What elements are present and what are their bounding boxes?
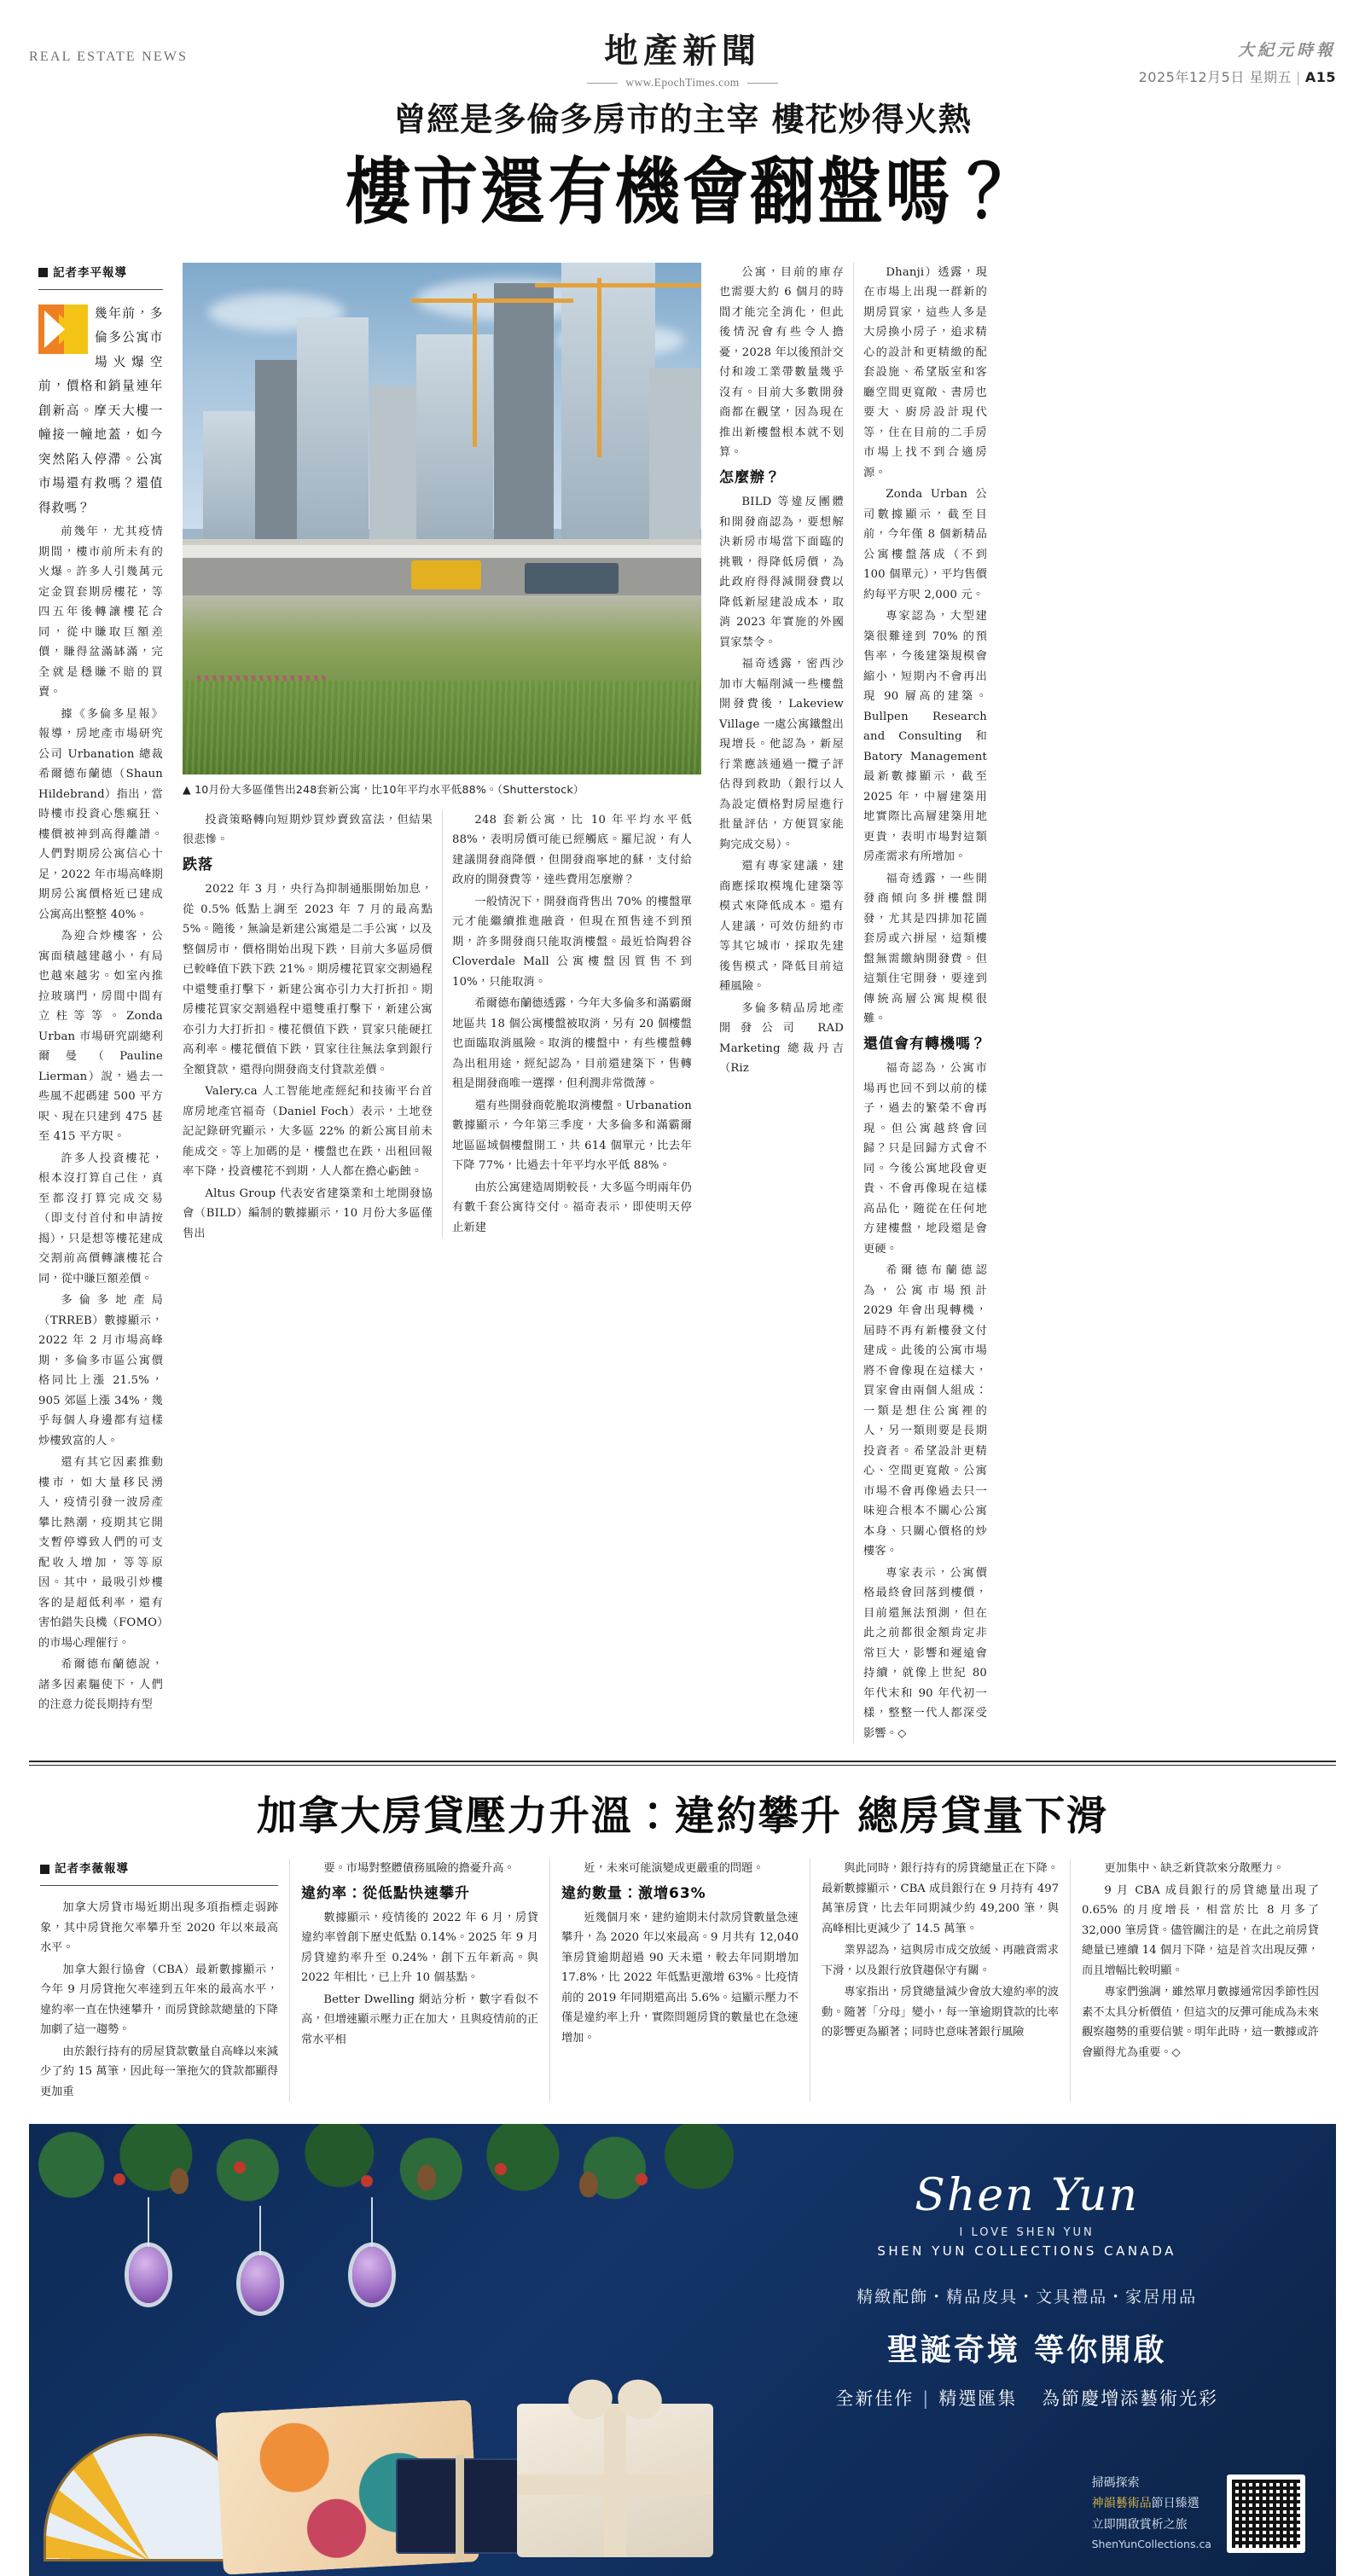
second-column-3: [549, 1859, 810, 2102]
byline-square-icon: [38, 268, 48, 277]
ad-subline-right: 為節慶增添藝術光彩: [1042, 2388, 1218, 2410]
lead-column-3: [442, 810, 701, 1239]
rule-right: [747, 83, 778, 84]
paragraph: 更加集中、缺乏新貸款來分散壓力。: [1104, 1862, 1285, 1876]
photo-crane-mast: [473, 293, 477, 447]
photo-building-under-construction: [494, 283, 554, 539]
photo-excavator: [411, 560, 481, 589]
paragraph: 投資策略轉向短期炒買炒賣致富法，但結果很悲慘。: [183, 813, 433, 847]
paragraph: 還有些開發商乾脆取消樓盤。Urbanation 數據顯示，今年第三季度，大多倫多和滿霸爾地區區域個樓盤開工，共 614 個單元，比去年下降 77%，比過去十年平均水平低 88%。: [452, 1099, 692, 1173]
second-column-1: [29, 1859, 289, 2102]
ad-slogan: 聖誕奇境 等你開啟: [886, 2333, 1167, 2369]
paragraph: 多倫多地產局（TRREB）數據顯示，2022 年 2 月市場高峰期，多倫多市區公寓價格同比上漲 21.5%，905 郊區上漲 34%，幾乎每個人身邊都有這樣炒樓致富的人。: [38, 1294, 163, 1448]
paragraph: 專家們強調，雖然單月數據通常因季節性因素不太具分析價值，但這次的反彈可能成為未來觀察趨勢的重要信號。明年此時，這一數據或許會顯得尤為重要。◇: [1082, 1986, 1319, 2059]
photo-grass: [183, 681, 701, 775]
lead-photo-column: [172, 263, 710, 1244]
paragraph: 希爾德布蘭德透露，今年大多倫多和滿霸爾地區共 18 個公寓樓盤被取消，另有 20 個樓盤也面臨取消風險。取消的樓盤中，有些樓盤轉為出租用途，經紀認為，目前還建築下，售轉租是開發商唯一選擇，但利潤非常微薄。: [452, 997, 692, 1091]
ad-copy-panel: [735, 2124, 1336, 2576]
paragraph: 許多人投資樓花，根本沒打算自己住，真至都沒打算完成交易（即支付首付和申請按揭），只是想等樓花建成交割前高價轉讓樓花合同，從中賺巨額差價。: [38, 1152, 163, 1285]
advertisement-shen-yun-collections[interactable]: [29, 2124, 1336, 2576]
byline-text: 記者李平報導: [53, 265, 127, 280]
under-photo-columns: [183, 810, 701, 1244]
amethyst-pendant: [233, 2206, 288, 2334]
paragraph: 希爾德布蘭德認為，公寓市場預計 2029 年會出現轉機，屆時不再有新樓發文付建成。此後的公寓市場將不會像現在這樣大，買家會由兩個人組成：一類是想住公寓裡的人，另一類則要是長期投資者。希望設計更精心、空間更寬敞。公寓市場不會再像過去只一味迎合根本不關心公寓本身、只關心價格的炒樓客。: [863, 1264, 987, 1558]
subheading: 跌落: [183, 856, 213, 873]
scan-line-1: 掃碼探索: [1091, 2475, 1140, 2490]
byline: [38, 263, 163, 290]
ad-products-group: [29, 2201, 735, 2576]
scan-line-2-rest: 節日臻選: [1151, 2497, 1199, 2511]
second-column-4: [810, 1859, 1070, 2102]
ad-brand-name: SHEN YUN COLLECTIONS CANADA: [877, 2243, 1176, 2260]
paragraph: 多倫多精品房地產開發公司 RAD Marketing 總裁丹吉（Riz: [719, 1001, 844, 1076]
chevron-dropcap-icon: [38, 305, 88, 354]
paragraph: 還有其它因素推動樓市，如大量移民湧入，疫情引發一波房產攀比熱潮，疫期其它開支暫停導致人們的可支配收入增加，等等原因。其中，最吸引炒樓客的是超低利率，還有害怕錯失良機（FOMO）的市場心理催行。: [38, 1456, 163, 1650]
paragraph: 9 月 CBA 成員銀行的房貸總量出現了 0.65% 的月度增長，相當於比 8 月多了 32,000 筆房貸。儘管關注的是，在此之前房貸總量已連續 14 個月下降，這是首次出現反彈，而且增幅比較明顯。: [1082, 1883, 1319, 1977]
paragraph: 還有專家建議，建商應採取模塊化建築等模式來降低成本。還有人建議，可效仿紐約市等其它城市，採取先建後售模式，降低目前這種風險。: [719, 860, 844, 994]
scan-highlight: 神韻藝術品: [1091, 2497, 1152, 2511]
scan-line-2: [1092, 2493, 1211, 2515]
paragraph: 與此同時，銀行持有的房貸總量正在下降。最新數據顯示，CBA 成員銀行在 9 月持有 497 萬筆房貸，比去年同期減少約 49,200 筆，與高峰相比更減少了 14.5 萬筆。: [822, 1862, 1059, 1935]
lead-paragraph: [38, 302, 163, 520]
lead-headline-block: [0, 96, 1365, 235]
paragraph: Altus Group 代表安省建築業和土地開發協會（BILD）編制的數據顯示，10 月份大多區僅售出: [183, 1186, 433, 1240]
photo-building: [203, 411, 263, 539]
section-label-english: REAL ESTATE NEWS: [29, 49, 189, 64]
qr-code-pattern: [1232, 2480, 1300, 2548]
paragraph: 專家表示，公寓價格最終會回落到樓價，目前還無法預測，但在此之前都很金額肯定非常巨大，影響和遲遠會持續，就像上世紀 80 年代末和 90 年代初一樣，整整一代人都深受影響。◇: [863, 1566, 987, 1740]
subheading: 違約數量：激增63%: [561, 1884, 706, 1902]
paragraph: 加拿大房貸市場近期出現多項指標走弱跡象，其中房貸拖欠率攀升至 2020 年以來最高水平。: [40, 1901, 278, 1955]
scan-line-3: 立即開啟賞析之旅: [1091, 2517, 1188, 2532]
paragraph: 一般情況下，開發商背售出 70% 的樓盤單元才能繼續推進融資，但現在預售達不到預期，許多開發商只能取消樓盤。最近恰陶碧谷 Cloverdale Mall 公寓樓盤因質售不到 10%，只能取消。: [452, 895, 692, 989]
masthead-right: [1139, 38, 1336, 86]
paragraph: Zonda Urban 公司數據顯示，截至目前，今年僅 8 個新精品公寓樓盤落成（不到 100 個單元），平均售價約每平方呎 2,000 元。: [863, 488, 987, 601]
second-column-5: [1070, 1859, 1330, 2102]
paragraph: 福奇透露，密西沙加市大幅削減一些樓盤開發費後，Lakeview Village 一處公寓鐵盤出現增長。他認為，新屋行業應該通過一攬子評估得到救助（銀行以人為設定價格對房屋進行批量評估，方便買家能夠完成交易）。: [719, 658, 844, 851]
paragraph: 數據顯示，疫情後的 2022 年 6 月，房貸違約率曾創下歷史低點 0.14%。2025 年 9 月房貸違約率升至 0.24%，創下五年新高。與 2022 年相比，已上升 10 個基點。: [301, 1911, 538, 1985]
lead-headline: 樓市還有機會翻盤嗎？: [346, 148, 1019, 235]
paragraph: 據《多倫多星報》報導，房地產市場研究公司 Urbanation 總裁希爾德布蘭德（Shaun Hildebrand）指出，當時樓市投資心態瘋狂、樓價被神到高得離譜。人們對期房公寓信心十足，2022 年市場高峰期期房公寓價格近已建成公寓高出整整 40%。: [38, 707, 163, 921]
ad-qr-block[interactable]: [1092, 2473, 1305, 2554]
paragraph: 248 套新公寓，比 10 年平均水平低 88%，表明房價可能已經觸底。羅尼說，有人建議開發商降價，但開發商寧地的蘇，支付給政府的開發費等，達些費用怎麼辦？: [452, 813, 692, 887]
paragraph: 近幾個月來，建約逾期未付款房貸數量急速攀升，為 2020 年以來最高。9 月共有 12,040 筆房貸逾期超過 90 天未還，較去年同期增加 17.8%，比 2022 年低點更激增 63%。比疫情前的 2019 年同期還高出 5.6%。這顯示壓力不僅是違約率上升，實際問題房貸的數量也在急速增加。: [561, 1911, 799, 2045]
qr-code[interactable]: [1227, 2474, 1305, 2553]
photo-building: [369, 386, 421, 539]
paragraph: 要。市場對整體債務風險的擔憂升高。: [323, 1862, 515, 1876]
lead-article-body: [0, 263, 1365, 1743]
lead-column-2: [183, 810, 442, 1244]
paragraph: 為迎合炒樓客，公寓面積越建越小，有局也越來越劣。如室內推拉玻璃門，房間中間有立柱等等。Zonda Urban 市場研究副總利爾曼（Pauline Lierman）說，過去一些風不起碼建 500 平方呎、現在只建到 475 甚至 415 平方呎。: [38, 930, 163, 1144]
section-divider-thin: [29, 1765, 1336, 1766]
paragraph: 由於公寓建造周期較長，大多區今明兩年仍有數千套公寓待交付。福奇表示，即使明天停止新建: [452, 1181, 692, 1234]
pendant-group: [72, 2197, 693, 2359]
paragraph: 福奇認為，公寓市場再也回不到以前的樣子，過去的繁榮不會再現。但公寓越終會回歸？只是回歸方式會不同。今後公寓地段會更貴、不會再像現在這樣高品化，隨從在任何地方建樓盤，地段還是會更硬。: [863, 1062, 987, 1256]
publication-date: 2025年12月5日 星期五: [1138, 69, 1292, 85]
lead-kicker: 曾經是多倫多房市的主宰 樓花炒得火熱: [393, 101, 972, 138]
ad-product-photo: [29, 2124, 735, 2576]
lead-column-1: [29, 263, 172, 1715]
photo-building: [416, 334, 493, 539]
second-headline: 加拿大房貸壓力升溫：違約攀升 總房貸量下滑: [256, 1793, 1109, 1841]
ad-subline-mid: 精選匯集: [938, 2388, 1018, 2410]
lead-columns: [29, 263, 1336, 1743]
photo-pickup-truck: [525, 563, 619, 594]
lead-paragraph-text: 幾年前，多倫多公寓市場火爆空前，價格和銷量連年創新高。摩天大樓一幢接一幢地蓋，如今突然陷入停滯。公寓市場還有救嗎？還值得救嗎？: [38, 305, 163, 515]
paragraph: BILD 等違反團體和開發商認為，要想解決新房市場當下面臨的挑戰，得降低房價，為此政府得得減開發費以降低新屋建設成本，取消 2023 年實施的外國買家禁令。: [719, 496, 844, 649]
paragraph: 希爾德布蘭德說，諸多因素驅使下，人們的注意力從長期持有型: [38, 1658, 163, 1712]
paragraph: 前幾年，尤其疫情期間，樓市前所未有的火爆。許多人引幾萬元定金買套期房樓花，等四五年後轉讓樓花合同，從中賺取巨額差價，賺得盆滿缽滿，完全就是穩賺不賠的買賣。: [38, 525, 163, 699]
paragraph: Better Dwelling 網站分析，數字看似不高，但增速顯示壓力正在加大，且與疫情前的正常水平相: [301, 1993, 538, 2046]
paragraph: Valery.ca 人工智能地產經紀和技術平台首席房地產官福奇（Daniel Foch）表示，土地登記記錄研究顯示，大多區 22% 的新公寓目前未能成交。等上加碼的是，樓盤也在跌，出租回報率下降，投資樓花不到期，人人都在擔心虧蝕。: [183, 1085, 433, 1179]
rule-left: [587, 83, 618, 84]
ad-subline: 全新佳作 | 精選匯集 為節慶增添藝術光彩: [835, 2388, 1218, 2410]
subheading: 怎麼辦？: [719, 468, 781, 486]
lead-column-5: [853, 263, 996, 1743]
photo-caption: ▲ 10月份大多區僅售出248套新公寓，比10年平均水平低88%。（Shutterstock）: [183, 782, 584, 796]
lead-column-4: [710, 263, 853, 1079]
ad-website[interactable]: ShenYunCollections.ca: [1091, 2538, 1211, 2551]
photo-crane-jib: [535, 283, 701, 287]
section-divider-thick: [29, 1761, 1336, 1762]
date-separator: |: [1295, 69, 1301, 85]
paragraph: 公寓，目前的庫存也需要大約 6 個月的時間才能完全消化，但此後情況會有些令人擔憂，2028 年以後預計交付和竣工業帶數量幾乎沒有。目前大多數開發商都在觀望，因為現在推出新樓盤根本就不划算。: [719, 265, 844, 460]
amethyst-pendant: [121, 2197, 176, 2325]
masthead: [0, 0, 1365, 96]
jewelry-gift-box: [396, 2458, 524, 2554]
paragraph: Dhanji）透露，現在市場上出現一群新的期房買家，這些人多是大房換小房子，追求精心的設計和更精緻的配套設施、希望版室和客廳空間更寬敞、書房也要大、廚房設計現代等，住在目前的二手房市場上找不到合適房源。: [863, 265, 987, 479]
photo-ground: [183, 539, 701, 775]
wrapped-gift-box: [517, 2404, 713, 2557]
website-url[interactable]: www.EpochTimes.com: [625, 76, 740, 89]
date-line: [1139, 67, 1336, 86]
photo-building: [561, 263, 655, 539]
subheading: 還值會有轉機嗎？: [863, 1035, 986, 1053]
shen-yun-logo: Shen Yun: [915, 2170, 1139, 2222]
second-article-columns: [0, 1859, 1365, 2102]
ad-subline-left: 全新佳作: [835, 2388, 915, 2410]
paragraph: 業界認為，這與房市成交放緩、再融資需求下滑，以及銀行放貸趨保守有關。: [822, 1944, 1059, 1977]
paragraph: 2022 年 3 月，央行為抑制通脹開始加息，從 0.5% 低點上調至 2023 年 7 月的最高點 5%。隨後，無論是新建公寓還是二手公寓，以及整個房市，價格開始出現下跌，目前大多區房價已較峰值下跌下跌 21%。期房樓花買家交割過程中還雙重打擊下，新建公寓亦引力大打折扣。期房樓花買家交割過程中還雙重打擊下，新建公寓亦引力大打折扣。樓花價值下跌，買家只能硬扛高利率。樓花價值下跌，買家往往無法拿到銀行全額貸款，還得向開發商支付貸款差價。: [183, 883, 433, 1076]
ad-scan-text: [1092, 2473, 1211, 2554]
ad-product-categories: 精緻配飾・精品皮具・文具禮品・家居用品: [857, 2288, 1198, 2307]
page-number: A15: [1304, 69, 1336, 85]
ad-logo-tagline: I LOVE SHEN YUN: [959, 2226, 1095, 2240]
photo-crane-mast: [597, 278, 601, 457]
photo-building: [297, 317, 369, 539]
paragraph: 近，未來可能演變成更嚴重的問題。: [584, 1862, 764, 1876]
photo-building: [649, 368, 700, 539]
paragraph: 專家認為，大型建築很難達到 70% 的預售率，今後建築規模會縮小，短期內不會再出現 90 層高的建築。Bullpen Research and Consulting 和 Batory Management 最新數據顯示，截至 2025 年，中層建築用地實際比高層建築用地更貴，表明市場對這類房產需求有所增加。: [863, 610, 987, 864]
photo-building: [255, 360, 299, 539]
byline-square-icon: [40, 1865, 49, 1874]
newspaper-brand: 大紀元時報: [1237, 41, 1336, 60]
paragraph: 專家指出，房貸總量減少會放大違約率的波動。隨著「分母」變小，每一筆逾期貸款的比率的影響更為顯著；同時也意味著銀行風險: [822, 1986, 1059, 2039]
lead-photo: [183, 263, 701, 775]
second-column-2: [289, 1859, 549, 2102]
paragraph: 加拿大銀行協會（CBA）最新數據顯示，今年 9 月房貸拖欠率達到五年來的最高水平，違約率一直在快速攀升，而房貸餘款總量的下降加劇了這一趨勢。: [40, 1963, 278, 2037]
photo-crane-jib: [411, 299, 573, 303]
subheading: 違約率：從低點快速攀升: [301, 1884, 470, 1902]
paragraph: 福奇透露，一些開發商傾向多拼樓盤開發，尤其是四排加花園套房或六拼屋，這類樓盤無需繳納開發費。但這類住宅開發，要達到傳統高層公寓規模很難。: [863, 872, 987, 1026]
amethyst-pendant: [345, 2197, 399, 2325]
byline-text: 記者李薇報導: [55, 1862, 129, 1877]
byline-second: [40, 1859, 278, 1886]
section-title: 地產新聞: [604, 32, 761, 71]
paragraph: 由於銀行持有的房屋貸款數量自高峰以來減少了約 15 萬筆，因此每一筆拖欠的貸款都顯得更加重: [40, 2045, 278, 2098]
